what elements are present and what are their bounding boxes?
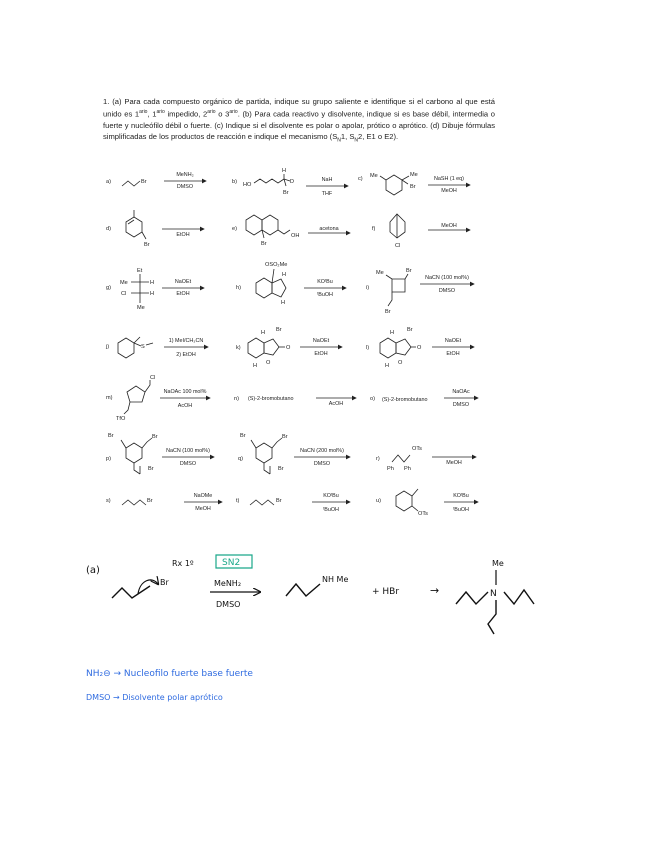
svg-text:Br: Br — [261, 241, 267, 247]
svg-text:H: H — [282, 168, 287, 174]
svg-text:Br: Br — [276, 498, 282, 504]
svg-text:NaOEt: NaOEt — [312, 338, 330, 344]
svg-text:AcOH: AcOH — [177, 403, 193, 409]
svg-text:THF: THF — [321, 191, 333, 197]
svg-text:Me: Me — [370, 173, 378, 179]
svg-text:NaCN (100 mol%): NaCN (100 mol%) — [166, 448, 210, 454]
svg-text:NaOAc 100 mol%: NaOAc 100 mol% — [163, 389, 207, 395]
hw-amine — [456, 592, 488, 604]
svg-text:D: D — [290, 179, 295, 185]
molecule-i — [392, 279, 405, 292]
label-g: g) — [106, 285, 111, 291]
label-p: p) — [106, 456, 111, 462]
svg-text:EtOH: EtOH — [176, 291, 190, 297]
svg-text:1) MeI/CH₃CN: 1) MeI/CH₃CN — [168, 338, 204, 344]
label-k: k) — [236, 345, 241, 351]
svg-text:NaCN (100 mol%): NaCN (100 mol%) — [425, 275, 469, 281]
svg-text:N: N — [490, 589, 497, 599]
svg-text:DMSO: DMSO — [313, 461, 331, 467]
svg-text:acetona: acetona — [319, 226, 339, 232]
svg-text:Me: Me — [137, 305, 145, 311]
svg-text:Br: Br — [144, 242, 150, 248]
reaction-b — [232, 168, 348, 197]
reaction-l — [366, 327, 474, 369]
reaction-j — [105, 337, 208, 358]
svg-text:H: H — [390, 330, 395, 336]
svg-text:Me: Me — [376, 270, 384, 276]
label-a: a) — [106, 179, 111, 185]
svg-text:Br: Br — [385, 309, 391, 315]
molecule-a — [122, 181, 140, 186]
svg-text:Et: Et — [137, 268, 143, 274]
svg-text:DMSO: DMSO — [452, 402, 470, 408]
svg-text:Me: Me — [492, 559, 504, 568]
question-text: 1. (a) Para cada compuesto orgánico de partida, indique su grupo saliente e identifique si el carbono al que está unido es $1^{ario}$, $1^{ario}$ impedido, $2^{ario}$ o $3^{ario}$. (b) Para cada reactivo y disolvente, indique si es base débil, intermedia o fuerte y nucleófilo débil o fuerte. (c) Indique si el disolvente es polar o apolar, prótico o aprótico. (d) Dibuje fórmulas simplificadas de los productos de reacción e indique el mecanismo ($S_N1$, $S_N2$, E1 o E2). — [103, 97, 495, 144]
svg-text:Br: Br — [147, 498, 153, 504]
reaction-n — [234, 396, 356, 407]
svg-text:H: H — [253, 363, 258, 369]
label-s: s) — [106, 498, 111, 504]
svg-text:KOᵗBu: KOᵗBu — [453, 493, 469, 499]
svg-text:Br: Br — [283, 190, 289, 196]
atom-ho: HO — [243, 182, 252, 188]
molecule-u — [396, 491, 412, 511]
svg-text:O: O — [417, 345, 422, 351]
svg-text:ᵗBuOH: ᵗBuOH — [453, 507, 469, 513]
svg-text:H: H — [282, 272, 287, 278]
svg-text:O: O — [266, 360, 271, 366]
svg-text:→: → — [430, 584, 440, 597]
svg-text:MeOH: MeOH — [441, 223, 457, 229]
atom-br: Br — [141, 179, 147, 185]
svg-text:Br: Br — [148, 466, 154, 472]
molecule-l — [380, 338, 396, 358]
svg-text:Br: Br — [278, 466, 284, 472]
reagent-a-bot: DMSO — [176, 184, 194, 190]
hw-note-1: NH₂⊖ → Nucleofilo fuerte base fuerte — [86, 669, 253, 679]
svg-text:EtOH: EtOH — [176, 232, 190, 238]
molecule-h — [256, 278, 272, 298]
svg-text:Br: Br — [410, 184, 416, 190]
svg-text:Cl: Cl — [150, 375, 156, 381]
reaction-a — [106, 172, 206, 190]
molecule-k — [248, 338, 264, 358]
molecule-j — [118, 338, 134, 358]
svg-text:KOᵗBu: KOᵗBu — [323, 493, 339, 499]
svg-text:NaSH (1 eq): NaSH (1 eq) — [434, 176, 464, 182]
label-m: m) — [106, 395, 113, 401]
svg-text:Br: Br — [152, 434, 158, 440]
reaction-i — [366, 268, 474, 315]
molecule-b — [254, 179, 284, 183]
svg-text:OTs: OTs — [418, 511, 428, 517]
svg-text:Cl: Cl — [121, 291, 127, 297]
molecule-m — [127, 386, 145, 402]
svg-text:Br: Br — [406, 268, 412, 274]
svg-text:MeOH: MeOH — [441, 188, 457, 194]
svg-text:Me: Me — [410, 172, 418, 178]
label-t: t) — [236, 498, 240, 504]
label-c: c) — [358, 176, 363, 182]
svg-text:H: H — [150, 291, 155, 297]
reaction-t — [236, 493, 350, 513]
reaction-q — [238, 433, 350, 474]
hw-sn2: SN2 — [222, 558, 241, 568]
svg-text:NaCN (200 mol%): NaCN (200 mol%) — [300, 448, 344, 454]
label-d: d) — [106, 226, 111, 232]
svg-text:O: O — [398, 360, 403, 366]
svg-text:ᵗBuOH: ᵗBuOH — [323, 507, 339, 513]
molecule-c — [386, 175, 402, 195]
label-j: j) — [106, 344, 110, 350]
svg-text:H: H — [281, 300, 286, 306]
svg-text:Br: Br — [407, 327, 413, 333]
svg-text:Br: Br — [108, 433, 114, 439]
label-e: e) — [232, 226, 237, 232]
svg-text:O: O — [286, 345, 291, 351]
svg-text:S: S — [141, 344, 145, 350]
svg-text:Ph: Ph — [387, 466, 394, 472]
hw-substrate — [112, 586, 150, 598]
label-q: q) — [238, 456, 243, 462]
svg-text:EtOH: EtOH — [314, 351, 328, 357]
label-n: n) — [234, 396, 239, 402]
reaction-u — [376, 489, 478, 517]
hw-menh2: MeNH₂ — [214, 579, 242, 588]
svg-text:EtOH: EtOH — [446, 351, 460, 357]
label-h: h) — [236, 285, 241, 291]
label-i: i) — [366, 285, 370, 291]
svg-text:(S)-2-bromobutano: (S)-2-bromobutano — [248, 396, 294, 402]
svg-text:MeOH: MeOH — [195, 506, 211, 512]
svg-text:AcOH: AcOH — [328, 401, 344, 407]
svg-text:2) EtOH: 2) EtOH — [176, 352, 196, 358]
svg-text:NH Me: NH Me — [322, 575, 349, 584]
hw-product — [286, 584, 320, 596]
reaction-c — [358, 172, 470, 195]
reaction-m — [106, 375, 210, 422]
svg-text:NaOEt: NaOEt — [444, 338, 462, 344]
svg-text:OTs: OTs — [412, 446, 422, 452]
label-f: f) — [372, 226, 376, 232]
svg-text:OSO₂Me: OSO₂Me — [265, 262, 288, 268]
hw-dmso: DMSO — [216, 600, 241, 609]
svg-text:Br: Br — [160, 578, 169, 587]
reaction-h — [236, 262, 346, 306]
svg-text:Br: Br — [282, 434, 288, 440]
hw-rx: Rx 1º — [172, 559, 194, 568]
reaction-s — [106, 493, 222, 512]
svg-text:H: H — [150, 280, 155, 286]
hw-note-2: DMSO → Disolvente polar aprótico — [86, 693, 223, 702]
svg-text:TfO: TfO — [116, 416, 126, 422]
molecule-e — [246, 215, 262, 235]
reaction-g — [106, 268, 204, 311]
svg-text:ᵗBuOH: ᵗBuOH — [317, 292, 333, 298]
molecule-s — [122, 500, 146, 505]
svg-text:(S)-2-bromobutano: (S)-2-bromobutano — [382, 397, 428, 403]
reaction-o — [370, 389, 478, 408]
svg-text:NaOMe: NaOMe — [193, 493, 213, 499]
svg-text:MeOH: MeOH — [446, 460, 462, 466]
hw-part-label: (a) — [86, 565, 100, 576]
svg-text:Cl: Cl — [395, 243, 401, 249]
svg-text:Br: Br — [276, 327, 282, 333]
svg-text:OH: OH — [291, 233, 300, 239]
reagent-a-top: MeNH₂ — [176, 172, 194, 178]
svg-text:NaOEt: NaOEt — [174, 279, 192, 285]
svg-text:DMSO: DMSO — [438, 288, 456, 294]
svg-text:DMSO: DMSO — [179, 461, 197, 467]
label-l: l) — [366, 345, 370, 351]
reaction-f — [372, 214, 470, 249]
svg-text:Br: Br — [240, 433, 246, 439]
reaction-k — [236, 327, 342, 369]
label-o: o) — [370, 396, 375, 402]
hw-plus-hbr: + HBr — [372, 587, 400, 597]
label-r: r) — [376, 456, 380, 462]
handwritten-answer — [86, 555, 534, 702]
svg-text:NaOAc: NaOAc — [452, 389, 470, 395]
molecule-p — [126, 443, 142, 463]
svg-text:Me: Me — [120, 280, 128, 286]
reaction-e — [232, 215, 350, 247]
reaction-p — [106, 433, 214, 474]
molecule-q — [256, 443, 272, 463]
svg-text:NaH: NaH — [321, 177, 333, 183]
svg-text:KOᵗBu: KOᵗBu — [317, 279, 333, 285]
molecule-r — [392, 455, 410, 462]
molecule-f — [390, 214, 405, 238]
reaction-d — [106, 210, 204, 248]
reaction-r — [376, 446, 476, 472]
molecule-t — [250, 500, 274, 505]
svg-text:H: H — [385, 363, 390, 369]
label-b: b) — [232, 179, 237, 185]
svg-text:Ph: Ph — [404, 466, 411, 472]
label-u: u) — [376, 498, 381, 504]
svg-text:H: H — [261, 330, 266, 336]
